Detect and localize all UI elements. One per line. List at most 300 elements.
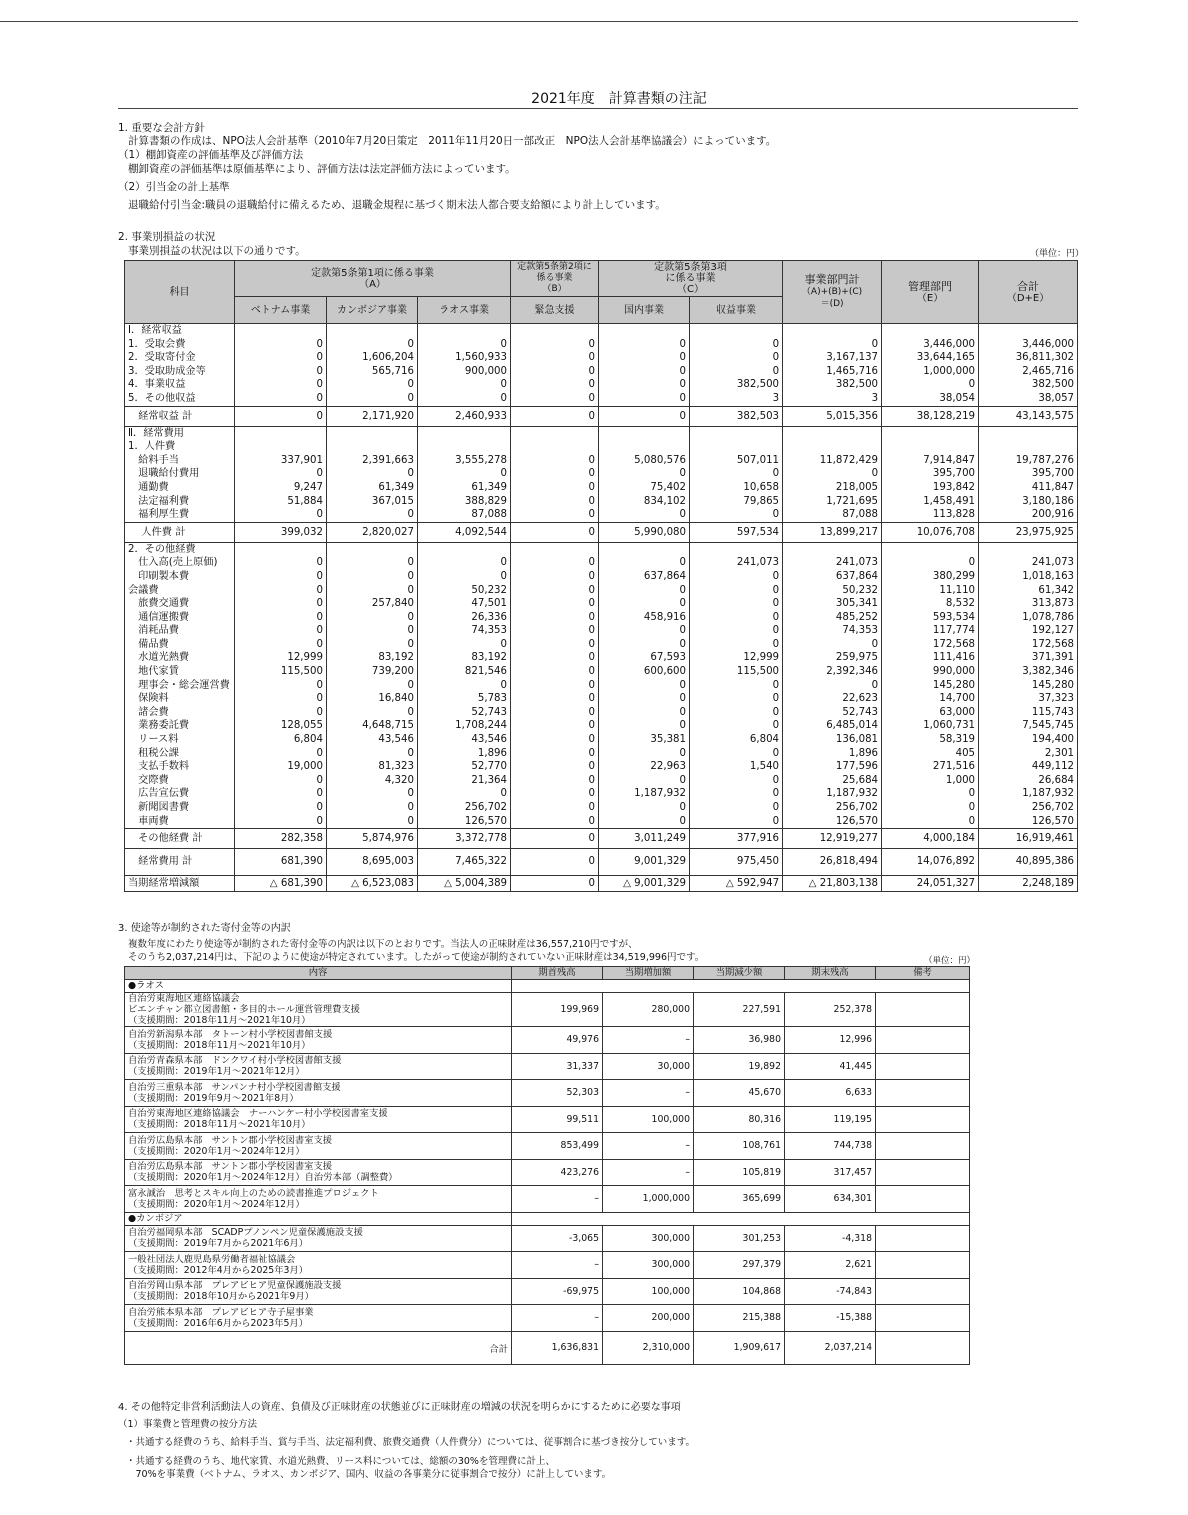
description-line: 一般社団法人鹿児島県労働者福祉協議会 <box>128 1253 296 1265</box>
cell-value: 5,990,080 <box>599 522 690 542</box>
table-row <box>125 1305 970 1332</box>
cell-value <box>979 426 1078 440</box>
cell-value: 0 <box>327 706 418 720</box>
table-row <box>125 815 1078 829</box>
cell-value: 0 <box>327 338 418 352</box>
cell-value: 0 <box>418 338 511 352</box>
header-cambodia: カンボジア事業 <box>327 297 418 324</box>
cell-value: 0 <box>511 365 599 379</box>
cell-value: 11,872,429 <box>783 454 882 468</box>
cell-value <box>599 440 690 454</box>
cell-value: 1,708,244 <box>418 719 511 733</box>
row-label: 消耗品費 <box>125 624 235 638</box>
cell-value: 744,738 <box>785 1133 876 1160</box>
cell-value: 305,341 <box>783 597 882 611</box>
cell-value: 61,342 <box>979 584 1078 598</box>
cell-value: 2,460,933 <box>418 406 511 426</box>
cell-value: 105,819 <box>694 1159 785 1186</box>
cell-value: 12,999 <box>235 651 327 665</box>
cell-value: 0 <box>783 338 882 352</box>
table-row <box>125 365 1078 379</box>
description-line: （支援期間：2020年1月～2024年12月）自治労本部（調整費） <box>128 1172 398 1184</box>
cell-value: 0 <box>235 584 327 598</box>
description-line: 富永誠治 思考とスキル向上のための読書推進プロジェクト <box>128 1187 379 1199</box>
cell-value: 280,000 <box>603 993 694 1027</box>
cell-value <box>511 542 599 556</box>
row-label: 1．人件費 <box>125 440 235 454</box>
header-naiyo: 内容 <box>125 967 512 980</box>
cell-value: 0 <box>882 801 979 815</box>
header-grand-total: 合計 （D+E） <box>979 261 1078 324</box>
cell-value: 0 <box>599 597 690 611</box>
group-row <box>125 980 970 993</box>
cell-value: 36,980 <box>694 1027 785 1054</box>
cell-value: 5,015,356 <box>783 406 882 426</box>
group-spacer <box>512 980 970 993</box>
cell-value: 637,864 <box>783 570 882 584</box>
table-row <box>125 467 1078 481</box>
cell-value: 19,000 <box>235 760 327 774</box>
item-description <box>125 1186 512 1213</box>
cell-value: 47,501 <box>418 597 511 611</box>
cell-value: 0 <box>599 378 690 392</box>
cell-value: 0 <box>599 467 690 481</box>
cell-value: 0 <box>511 760 599 774</box>
cell-value: 300,000 <box>603 1225 694 1252</box>
table-row <box>125 679 1078 693</box>
cell-value: 136,081 <box>783 733 882 747</box>
cell-value: 2,820,027 <box>327 522 418 542</box>
row-label: リース料 <box>125 733 235 747</box>
cell-value: 6,804 <box>235 733 327 747</box>
cell-value: 0 <box>511 876 599 892</box>
description-line: （支援期間：2020年1月～2024年12月） <box>128 1145 305 1157</box>
total-label: 合計 <box>125 1331 512 1364</box>
s3-unit: （単位：円） <box>924 956 976 966</box>
description-line: ●ラオス <box>128 980 164 991</box>
cell-value: 128,055 <box>235 719 327 733</box>
cell-value: 0 <box>418 638 511 652</box>
row-label: 5．その他収益 <box>125 392 235 406</box>
cell-value <box>599 324 690 338</box>
cell-value: 0 <box>511 522 599 542</box>
cell-value: 4,000,184 <box>882 829 979 849</box>
cell-value: 0 <box>599 692 690 706</box>
cell-value: – <box>603 1159 694 1186</box>
cell-value: 58,319 <box>882 733 979 747</box>
cell-value: 0 <box>511 774 599 788</box>
cell-value <box>690 542 783 556</box>
cell-value: 0 <box>235 815 327 829</box>
description-line: 自治労福岡県本部 SCADPプノンペン児童保護施設支援 <box>128 1227 363 1239</box>
cell-value: 3,167,137 <box>783 351 882 365</box>
cell-value: 1,540 <box>690 760 783 774</box>
table-row <box>125 1053 970 1080</box>
cell-value <box>599 542 690 556</box>
table-row <box>125 719 1078 733</box>
cell-value: 14,700 <box>882 692 979 706</box>
cell-value <box>876 1252 970 1279</box>
cell-value <box>882 324 979 338</box>
total-value: 2,037,214 <box>785 1331 876 1364</box>
table-row <box>125 1159 970 1186</box>
cell-value: 0 <box>783 638 882 652</box>
description-line: （支援期間：2018年11月～2021年10月） <box>128 1119 311 1131</box>
cell-value: 377,916 <box>690 829 783 849</box>
cell-value: 634,301 <box>785 1186 876 1213</box>
header-domestic: 国内事業 <box>599 297 690 324</box>
cell-value: 382,500 <box>783 378 882 392</box>
cell-value: -3,065 <box>512 1225 603 1252</box>
cell-value: 115,500 <box>690 665 783 679</box>
cell-value: 1,018,163 <box>979 570 1078 584</box>
cell-value: 395,700 <box>882 467 979 481</box>
cell-value: 10,658 <box>690 481 783 495</box>
cell-value: 1,458,491 <box>882 495 979 509</box>
description-line: （支援期間：2019年7月から2021年6月） <box>128 1238 309 1250</box>
cell-value: 0 <box>511 733 599 747</box>
cell-value: 0 <box>599 556 690 570</box>
table-row <box>125 760 1078 774</box>
cell-value: 8,695,003 <box>327 849 418 876</box>
cell-value <box>876 1133 970 1160</box>
cell-value: 0 <box>418 679 511 693</box>
cell-value: 38,057 <box>979 392 1078 406</box>
cell-value: 43,143,575 <box>979 406 1078 426</box>
cell-value: 67,593 <box>599 651 690 665</box>
item-description <box>125 993 512 1027</box>
cell-value: 23,975,925 <box>979 522 1078 542</box>
cell-value: 1,078,786 <box>979 611 1078 625</box>
cell-value: 0 <box>690 719 783 733</box>
row-label: 3．受取助成金等 <box>125 365 235 379</box>
cell-value: 2,392,346 <box>783 665 882 679</box>
item-description <box>125 1305 512 1332</box>
cell-value: -15,388 <box>785 1305 876 1332</box>
table-row <box>125 426 1078 440</box>
cell-value: 4,092,544 <box>418 522 511 542</box>
cell-value: 2,465,716 <box>979 365 1078 379</box>
row-label: 水道光熱費 <box>125 651 235 665</box>
cell-value: 0 <box>327 392 418 406</box>
cell-value: 100,000 <box>603 1278 694 1305</box>
cell-value <box>783 542 882 556</box>
table-row <box>125 1027 970 1054</box>
row-label: 仕入高(売上原価) <box>125 556 235 570</box>
cell-value: 0 <box>690 611 783 625</box>
total-value: 1,909,617 <box>694 1331 785 1364</box>
table-row <box>125 774 1078 788</box>
cell-value: -69,975 <box>512 1278 603 1305</box>
cell-value <box>876 1186 970 1213</box>
s1-line-3: 棚卸資産の評価基準は原価基準により、評価方法は法定評価方法によっています。 <box>128 163 516 175</box>
cell-value: 24,051,327 <box>882 876 979 892</box>
description-line: 自治労新潟県本部 タトーン村小学校図書館支援 <box>128 1028 333 1040</box>
row-label: Ⅰ．経常収益 <box>125 324 235 338</box>
description-line: ビエンチャン都立図書館・多目的ホール運営管理費支援 <box>128 1004 360 1015</box>
cell-value: 975,450 <box>690 849 783 876</box>
cell-value <box>979 440 1078 454</box>
header-increase: 当期増加額 <box>603 967 694 980</box>
cell-value <box>327 440 418 454</box>
item-description <box>125 1106 512 1133</box>
cell-value <box>235 542 327 556</box>
cell-value: 33,644,165 <box>882 351 979 365</box>
cell-value: 0 <box>235 570 327 584</box>
table-row <box>125 584 1078 598</box>
cell-value <box>783 324 882 338</box>
cell-value: 0 <box>511 556 599 570</box>
row-label: 1．受取会費 <box>125 338 235 352</box>
cell-value: 405 <box>882 747 979 761</box>
header-remarks: 備考 <box>876 967 970 980</box>
cell-value: 337,901 <box>235 454 327 468</box>
cell-value: 0 <box>327 508 418 522</box>
cell-value: 22,623 <box>783 692 882 706</box>
cell-value: 241,073 <box>783 556 882 570</box>
cell-value: 0 <box>235 747 327 761</box>
cell-value: 35,381 <box>599 733 690 747</box>
row-label: 保険料 <box>125 692 235 706</box>
cell-value: 99,511 <box>512 1106 603 1133</box>
row-label: 退職給付費用 <box>125 467 235 481</box>
row-label: 諸会費 <box>125 706 235 720</box>
row-label: 租税公課 <box>125 747 235 761</box>
cell-value: 6,633 <box>785 1080 876 1107</box>
row-label: 会議費 <box>125 584 235 598</box>
row-label: 業務委託費 <box>125 719 235 733</box>
cell-value: 0 <box>690 801 783 815</box>
cell-value: 0 <box>235 508 327 522</box>
table-row <box>125 556 1078 570</box>
cell-value: 0 <box>327 624 418 638</box>
cell-value: 63,000 <box>882 706 979 720</box>
cell-value: 423,276 <box>512 1159 603 1186</box>
cell-value: 87,088 <box>418 508 511 522</box>
cell-value: 41,445 <box>785 1053 876 1080</box>
cell-value: 38,054 <box>882 392 979 406</box>
item-description <box>125 1159 512 1186</box>
cell-value: 0 <box>599 638 690 652</box>
cell-value: 0 <box>235 787 327 801</box>
cell-value: 0 <box>690 467 783 481</box>
cell-value: 52,743 <box>783 706 882 720</box>
cell-value <box>418 542 511 556</box>
cell-value: 0 <box>690 692 783 706</box>
cell-value: 1,060,731 <box>882 719 979 733</box>
cell-value: 3,555,278 <box>418 454 511 468</box>
cell-value: 0 <box>599 815 690 829</box>
s1-line-4: （2）引当金の計上基準 <box>118 181 230 193</box>
description-line: 自治労岡山県本部 プレアビヒア児童保護施設支援 <box>128 1280 342 1292</box>
cell-value: 4,320 <box>327 774 418 788</box>
row-label: 2．その他経費 <box>125 542 235 556</box>
cell-value: 25,684 <box>783 774 882 788</box>
cell-value: 74,353 <box>783 624 882 638</box>
total-row <box>125 1331 970 1364</box>
item-description <box>125 1212 512 1225</box>
cell-value: 52,770 <box>418 760 511 774</box>
cell-value: 0 <box>511 787 599 801</box>
cell-value: 0 <box>235 338 327 352</box>
cell-value: 0 <box>599 392 690 406</box>
description-line: 自治労広島県本部 サントン郡小学校図書室支援 <box>128 1134 333 1146</box>
description-line: 自治労東海地区連絡協議会 <box>128 993 240 1004</box>
page-title: 2021年度 計算書類の注記 <box>531 91 707 107</box>
s4-heading: 4. その他特定非営利活動法人の資産、負債及び正味財産の状態並びに正味財産の増減の状況を明らかにするために必要な事項 <box>118 1402 681 1413</box>
cell-value: 0 <box>418 467 511 481</box>
cell-value: 0 <box>235 378 327 392</box>
cell-value: 0 <box>418 787 511 801</box>
cell-value: 200,000 <box>603 1305 694 1332</box>
cell-value: 19,892 <box>694 1053 785 1080</box>
cell-value: 0 <box>327 638 418 652</box>
row-label: 理事会・総会運営費 <box>125 679 235 693</box>
s1-line-5: 退職給付引当金:職員の退職給付に備えるため、退職金規程に基づく期末法人都合要支給額により計上しています。 <box>128 199 666 211</box>
cell-value: 0 <box>327 584 418 598</box>
s4-line-2: ・共通する経費のうち、給料手当、賞与手当、法定福利費、旅費交通費（人件費分）については、従事割合に基づき按分しています。 <box>126 1437 696 1448</box>
s3-line-2: そのうち2,037,214円は、下記のように使途が特定されています。したがって使途が制約されていない正味財産は34,519,996円です。 <box>128 952 705 963</box>
total-value: 2,310,000 <box>603 1331 694 1364</box>
cell-value: 21,364 <box>418 774 511 788</box>
cell-value: 14,076,892 <box>882 849 979 876</box>
table-row <box>125 1225 970 1252</box>
cell-value: 1,896 <box>783 747 882 761</box>
description-line: （支援期間：2016年6月から2023年5月） <box>128 1317 309 1329</box>
group-spacer <box>512 1212 970 1225</box>
cell-value: 3,446,000 <box>979 338 1078 352</box>
s1-heading: 1. 重要な会計方針 <box>118 122 205 134</box>
cell-value: 458,916 <box>599 611 690 625</box>
cell-value: 256,702 <box>979 801 1078 815</box>
cell-value: 1,000,000 <box>882 365 979 379</box>
cell-value <box>235 324 327 338</box>
cell-value: 4,648,715 <box>327 719 418 733</box>
cell-value: 739,200 <box>327 665 418 679</box>
description-line: （支援期間：2019年9月～2021年8月） <box>128 1092 299 1104</box>
cell-value: 597,534 <box>690 522 783 542</box>
cell-value: 0 <box>511 597 599 611</box>
cell-value: 0 <box>511 467 599 481</box>
table-row <box>125 706 1078 720</box>
cell-value: 0 <box>690 338 783 352</box>
description-line: （支援期間：2019年1月～2021年12月） <box>128 1066 305 1078</box>
s4-line-4: 70%を事業費（ベトナム、ラオス、カンボジア、国内、収益の各事業分に従事割合で按分）に計上しています。 <box>126 1469 612 1480</box>
cell-value: 2,621 <box>785 1252 876 1279</box>
cell-value: 0 <box>882 815 979 829</box>
table-row <box>125 392 1078 406</box>
cell-value <box>876 993 970 1027</box>
item-description <box>125 1080 512 1107</box>
header-emergency: 緊急支援 <box>511 297 599 324</box>
description-line: 自治労広島県本部 サントン郡小学校図書室支援 <box>128 1161 333 1173</box>
cell-value: 257,840 <box>327 597 418 611</box>
cell-value: 0 <box>599 706 690 720</box>
cell-value <box>882 542 979 556</box>
cell-value: 177,596 <box>783 760 882 774</box>
header-laos: ラオス事業 <box>418 297 511 324</box>
cell-value: 199,969 <box>512 993 603 1027</box>
cell-value: 10,076,708 <box>882 522 979 542</box>
cell-value: 0 <box>235 351 327 365</box>
cell-value: 0 <box>599 338 690 352</box>
cell-value: 0 <box>690 624 783 638</box>
table-row <box>125 570 1078 584</box>
cell-value <box>418 440 511 454</box>
cell-value: 9,247 <box>235 481 327 495</box>
cell-value: 0 <box>418 556 511 570</box>
cell-value <box>876 1027 970 1054</box>
cell-value <box>511 324 599 338</box>
cell-value: 0 <box>882 556 979 570</box>
cell-value: 0 <box>511 829 599 849</box>
cell-value: 36,811,302 <box>979 351 1078 365</box>
row-label: 車両費 <box>125 815 235 829</box>
cell-value: 30,000 <box>603 1053 694 1080</box>
cell-value: 145,280 <box>979 679 1078 693</box>
cell-value: 31,337 <box>512 1053 603 1080</box>
row-label: 法定福利費 <box>125 495 235 509</box>
cell-value: 0 <box>511 481 599 495</box>
row-label: 支払手数料 <box>125 760 235 774</box>
cell-value: 0 <box>690 597 783 611</box>
table-row <box>125 481 1078 495</box>
table-row <box>125 495 1078 509</box>
table-row <box>125 611 1078 625</box>
cell-value: 108,761 <box>694 1133 785 1160</box>
top-rule <box>0 21 1078 22</box>
item-description <box>125 980 512 993</box>
cell-value: 256,702 <box>783 801 882 815</box>
s4-line-1: （1）事業費と管理費の按分方法 <box>118 1419 258 1430</box>
cell-value: 7,914,847 <box>882 454 979 468</box>
cell-value <box>882 426 979 440</box>
table-row <box>125 747 1078 761</box>
cell-value <box>690 440 783 454</box>
cell-value: 0 <box>690 584 783 598</box>
cell-value: 0 <box>511 338 599 352</box>
header-group-a: 定款第5条第1項に係る事業 （A） <box>235 261 511 297</box>
cell-value <box>783 426 882 440</box>
s2-subtitle: 事業別損益の状況は以下の通りです。 <box>128 245 306 257</box>
cell-value: 0 <box>327 556 418 570</box>
cell-value: △ 592,947 <box>690 876 783 892</box>
cell-value: 399,032 <box>235 522 327 542</box>
cell-value: 11,110 <box>882 584 979 598</box>
cell-value: 834,102 <box>599 495 690 509</box>
cell-value: 317,457 <box>785 1159 876 1186</box>
cell-value: 259,975 <box>783 651 882 665</box>
cell-value: 0 <box>511 624 599 638</box>
cell-value <box>235 426 327 440</box>
cell-value: 2,171,920 <box>327 406 418 426</box>
title-rule <box>118 108 1078 109</box>
cell-value: 6,485,014 <box>783 719 882 733</box>
cell-value: – <box>603 1027 694 1054</box>
cell-value: 119,195 <box>785 1106 876 1133</box>
table-row <box>125 651 1078 665</box>
cell-value: – <box>603 1080 694 1107</box>
header-group-c: 定款第5条第3項 に係る事業 （C） <box>599 261 783 297</box>
cell-value: 172,568 <box>979 638 1078 652</box>
cell-value: 1,896 <box>418 747 511 761</box>
cell-value: 0 <box>235 365 327 379</box>
cell-value: 0 <box>235 556 327 570</box>
cell-value: △ 6,523,083 <box>327 876 418 892</box>
cell-value: 0 <box>235 692 327 706</box>
cell-value: 0 <box>511 815 599 829</box>
table-row <box>125 378 1078 392</box>
